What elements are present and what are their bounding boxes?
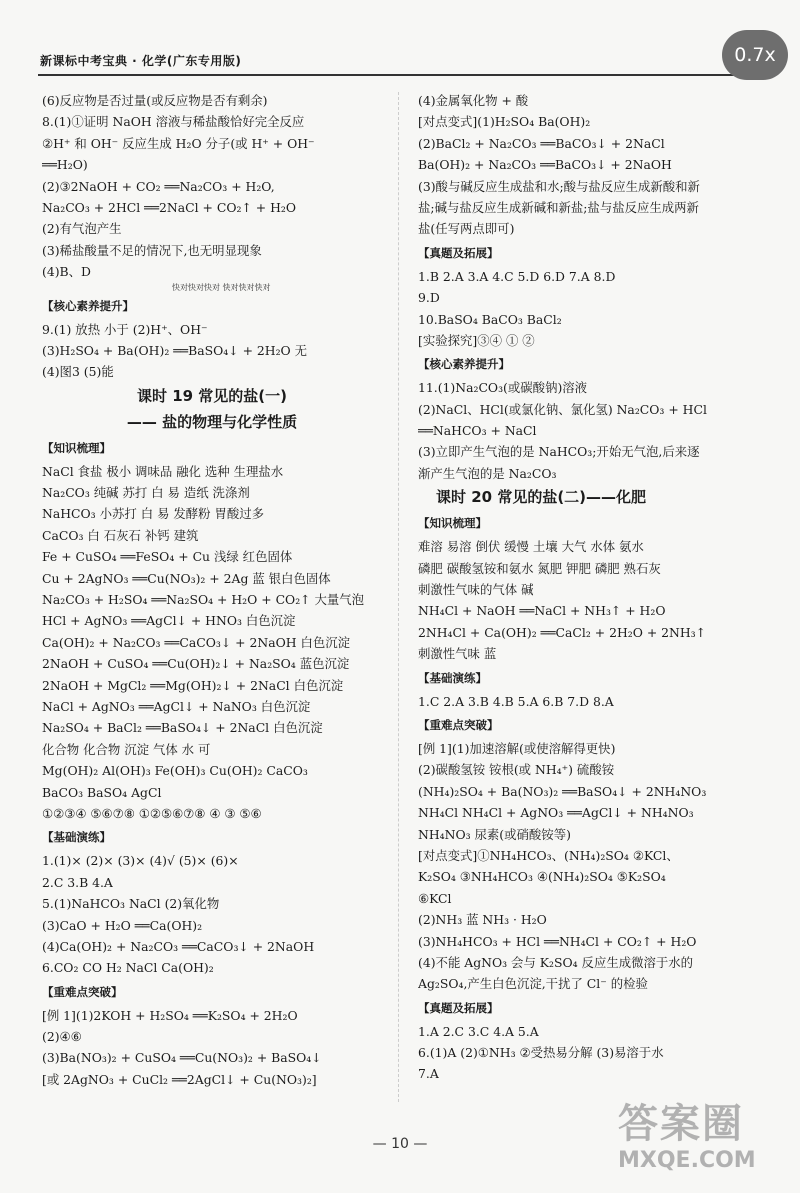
section-heading-basic: 【基础演练】 (42, 830, 111, 845)
section-heading-extension: 【真题及拓展】 (418, 245, 499, 260)
answer-line: (2)碳酸氢铵 铵根(或 NH₄⁺) 硫酸铵 (418, 762, 615, 778)
answer-line: CaCO₃ 白 石灰石 补钙 建筑 (42, 527, 199, 543)
answer-line: 10.BaSO₄ BaCO₃ BaCl₂ (418, 311, 562, 327)
page-number: — 10 — (372, 1136, 428, 1152)
answer-line: (3)立即产生气泡的是 NaHCO₃;开始无气泡,后来逐 (418, 444, 700, 460)
answer-line: (3)Ba(NO₃)₂ + CuSO₄ ══Cu(NO₃)₂ + BaSO₄↓ (42, 1050, 322, 1066)
answer-line: 2NaOH + MgCl₂ ══Mg(OH)₂↓ + 2NaCl 白色沉淀 (42, 677, 344, 693)
answer-line: (2)NaCl、HCl(或氯化钠、氯化氢) Na₂CO₃ + HCl (418, 401, 707, 417)
answer-line: (6)反应物是否过量(或反应物是否有剩余) (42, 93, 268, 108)
answer-line: 刺激性气味的气体 碱 (418, 582, 534, 598)
answer-line: NaCl + AgNO₃ ══AgCl↓ + NaNO₃ 白色沉淀 (42, 698, 311, 714)
right-basic-answers (418, 691, 758, 712)
answer-line: [对点变式]①NH₄HCO₃、(NH₄)₂SO₄ ②KCl、 (418, 847, 679, 863)
section-heading-core: 【核心素养提升】 (42, 298, 134, 313)
answer-line: HCl + AgNO₃ ══AgCl↓ + HNO₃ 白色沉淀 (42, 613, 296, 629)
right-top-answers (418, 90, 758, 240)
section-heading-knowledge: 【知识梳理】 (42, 440, 111, 455)
answer-line: 1.C 2.A 3.B 4.B 5.A 6.B 7.D 8.A (418, 693, 614, 709)
answer-line: NaCl 食盐 极小 调味品 融化 选种 生理盐水 (42, 463, 284, 479)
column-divider (398, 92, 399, 1102)
answer-line: BaCO₃ BaSO₄ AgCl (42, 784, 162, 800)
left-key-answers (42, 1005, 382, 1091)
answer-line: ══H₂O) (42, 157, 88, 173)
section-heading-extension-2: 【真题及拓展】 (418, 1000, 499, 1015)
answer-line: ①②③④ ⑤⑥⑦⑧ ①②⑤⑥⑦⑧ ④ ③ ⑤⑥ (42, 805, 262, 821)
answer-line: 5.(1)NaHCO₃ NaCl (2)氧化物 (42, 896, 220, 912)
lesson-20-title: 课时 20 常见的盐(二)——化肥 (436, 488, 647, 507)
left-knowledge-answers (42, 461, 382, 825)
section-heading-key: 【重难点突破】 (42, 984, 123, 999)
watermark (618, 1100, 788, 1180)
answer-line: 难溶 易溶 倒伏 缓慢 土壤 大气 水体 氨水 (418, 539, 644, 555)
answer-line: (3)H₂SO₄ + Ba(OH)₂ ══BaSO₄↓ + 2H₂O 无 (42, 342, 308, 358)
answer-line: 磷肥 碳酸氢铵和氨水 氮肥 钾肥 磷肥 熟石灰 (418, 560, 661, 576)
answer-line: Na₂CO₃ 纯碱 苏打 白 易 造纸 洗涤剂 (42, 485, 250, 501)
answer-line: 8.(1)①证明 NaOH 溶液与稀盐酸恰好完全反应 (42, 114, 305, 130)
answer-line: 渐产生气泡的是 Na₂CO₃ (418, 465, 557, 481)
answer-line: 2.C 3.B 4.A (42, 874, 113, 890)
answer-line: Ca(OH)₂ + Na₂CO₃ ══CaCO₃↓ + 2NaOH 白色沉淀 (42, 634, 351, 650)
answer-line: NH₄Cl + NaOH ══NaCl + NH₃↑ + H₂O (418, 603, 666, 619)
zoom-indicator[interactable]: 0.7x (722, 30, 788, 80)
right-core-answers (418, 377, 758, 484)
answer-line: [对点变式](1)H₂SO₄ Ba(OH)₂ (418, 114, 591, 130)
answer-line: K₂SO₄ ③NH₄HCO₃ ④(NH₄)₂SO₄ ⑤K₂SO₄ (418, 869, 666, 885)
answer-line: [例 1](1)2KOH + H₂SO₄ ══K₂SO₄ + 2H₂O (42, 1007, 298, 1023)
answer-line: (3)稀盐酸量不足的情况下,也无明显现象 (42, 242, 262, 258)
answer-line: 刺激性气味 蓝 (418, 646, 497, 662)
right-ext-answers (418, 266, 758, 352)
answer-line: Ag₂SO₄,产生白色沉淀,干扰了 Cl⁻ 的检验 (418, 976, 648, 992)
watermark-url: MXQE.COM (618, 1148, 756, 1173)
answer-line: (3)NH₄HCO₃ + HCl ══NH₄Cl + CO₂↑ + H₂O (418, 933, 697, 949)
answer-line: Cu + 2AgNO₃ ══Cu(NO₃)₂ + 2Ag 蓝 银白色固体 (42, 570, 331, 586)
answer-line: 11.(1)Na₂CO₃(或碳酸钠)溶液 (418, 380, 588, 396)
answer-line: [实验探究]③④ ① ② (418, 332, 535, 348)
answer-line: (3)CaO + H₂O ══Ca(OH)₂ (42, 917, 203, 933)
answer-line: (2)③2NaOH + CO₂ ══Na₂CO₃ + H₂O, (42, 178, 275, 194)
right-column (418, 90, 758, 1085)
answer-line: 6.(1)A (2)①NH₃ ②受热易分解 (3)易溶于水 (418, 1045, 664, 1061)
answer-line: (2)NH₃ 蓝 NH₃ · H₂O (418, 912, 547, 928)
answer-line: 化合物 化合物 沉淀 气体 水 可 (42, 741, 211, 757)
answer-line: Fe + CuSO₄ ══FeSO₄ + Cu 浅绿 红色固体 (42, 549, 293, 565)
book-title: 新课标中考宝典 · 化学(广东专用版) (40, 54, 242, 68)
answer-line: Na₂CO₃ + 2HCl ══2NaCl + CO₂↑ + H₂O (42, 199, 297, 215)
answer-line: 9.D (418, 290, 440, 306)
left-basic-answers (42, 850, 382, 978)
lesson-19-title: 课时 19 常见的盐(一) (136, 386, 288, 405)
right-key-answers (418, 738, 758, 995)
answer-line: 7.A (418, 1066, 439, 1082)
answer-line: 6.CO₂ CO H₂ NaCl Ca(OH)₂ (42, 960, 214, 976)
answer-line: ⑥KCl (418, 890, 452, 906)
right-knowledge-answers (418, 536, 758, 664)
answer-line: [或 2AgNO₃ + CuCl₂ ══2AgCl↓ + Cu(NO₃)₂] (42, 1071, 317, 1087)
answer-line: 2NH₄Cl + Ca(OH)₂ ══CaCl₂ + 2H₂O + 2NH₃↑ (418, 624, 707, 640)
answer-line: 1.B 2.A 3.A 4.C 5.D 6.D 7.A 8.D (418, 268, 616, 284)
answer-line: (4)B、D (42, 264, 91, 280)
page-header (38, 50, 738, 76)
answer-line: NH₄Cl NH₄Cl + AgNO₃ ══AgCl↓ + NH₄NO₃ (418, 805, 694, 821)
lesson-19-subtitle: —— 盐的物理与化学性质 (126, 412, 298, 431)
answer-line: [例 1](1)加速溶解(或使溶解得更快) (418, 740, 616, 756)
answer-line: Ba(OH)₂ + Na₂CO₃ ══BaCO₃↓ + 2NaOH (418, 157, 672, 173)
right-ext2-answers (418, 1021, 758, 1085)
answer-line: (2)BaCl₂ + Na₂CO₃ ══BaCO₃↓ + 2NaCl (418, 135, 665, 151)
answer-line: 2NaOH + CuSO₄ ══Cu(OH)₂↓ + Na₂SO₄ 蓝色沉淀 (42, 656, 350, 672)
answer-line: (2)有气泡产生 (42, 221, 122, 237)
left-core-answers (42, 319, 382, 383)
left-top-answers (42, 90, 382, 283)
answer-line: 盐;碱与盐反应生成新碱和新盐;盐与盐反应生成两新 (418, 199, 699, 215)
answer-line: (3)酸与碱反应生成盐和水;酸与盐反应生成新酸和新 (418, 178, 700, 194)
answer-line: ══NaHCO₃ + NaCl (418, 423, 537, 439)
section-heading-key: 【重难点突破】 (418, 717, 499, 732)
section-heading-core: 【核心素养提升】 (418, 357, 510, 372)
answer-line: 1.(1)× (2)× (3)× (4)√ (5)× (6)× (42, 853, 239, 869)
answer-line: NaHCO₃ 小苏打 白 易 发酵粉 胃酸过多 (42, 506, 265, 522)
handwritten-note: 快对快对快对 快对快对快对 (172, 282, 271, 292)
answer-line: NH₄NO₃ 尿素(或硝酸铵等) (418, 826, 571, 842)
answer-line: 盐(任写两点即可) (418, 221, 515, 237)
answer-line: (NH₄)₂SO₄ + Ba(NO₃)₂ ══BaSO₄↓ + 2NH₄NO₃ (418, 783, 707, 799)
answer-line: (4)不能 AgNO₃ 会与 K₂SO₄ 反应生成微溶于水的 (418, 954, 694, 970)
left-column (42, 90, 382, 1090)
watermark-logo-text: 答案圈 (618, 1101, 744, 1147)
answer-line: Mg(OH)₂ Al(OH)₃ Fe(OH)₃ Cu(OH)₂ CaCO₃ (42, 763, 308, 779)
answer-line: (4)图3 (5)能 (42, 364, 114, 380)
section-heading-knowledge: 【知识梳理】 (418, 516, 487, 531)
answer-line: (2)④⑥ (42, 1029, 82, 1045)
answer-line: ②H⁺ 和 OH⁻ 反应生成 H₂O 分子(或 H⁺ + OH⁻ (42, 135, 315, 151)
answer-line: 1.A 2.C 3.C 4.A 5.A (418, 1023, 539, 1039)
answer-line: 9.(1) 放热 小于 (2)H⁺、OH⁻ (42, 321, 208, 337)
answer-line: Na₂CO₃ + H₂SO₄ ══Na₂SO₄ + H₂O + CO₂↑ 大量气泡 (42, 592, 365, 608)
answer-line: (4)Ca(OH)₂ + Na₂CO₃ ══CaCO₃↓ + 2NaOH (42, 938, 315, 954)
section-heading-basic: 【基础演练】 (418, 670, 487, 685)
answer-line: Na₂SO₄ + BaCl₂ ══BaSO₄↓ + 2NaCl 白色沉淀 (42, 720, 323, 736)
answer-line: (4)金属氧化物 + 酸 (418, 93, 529, 108)
